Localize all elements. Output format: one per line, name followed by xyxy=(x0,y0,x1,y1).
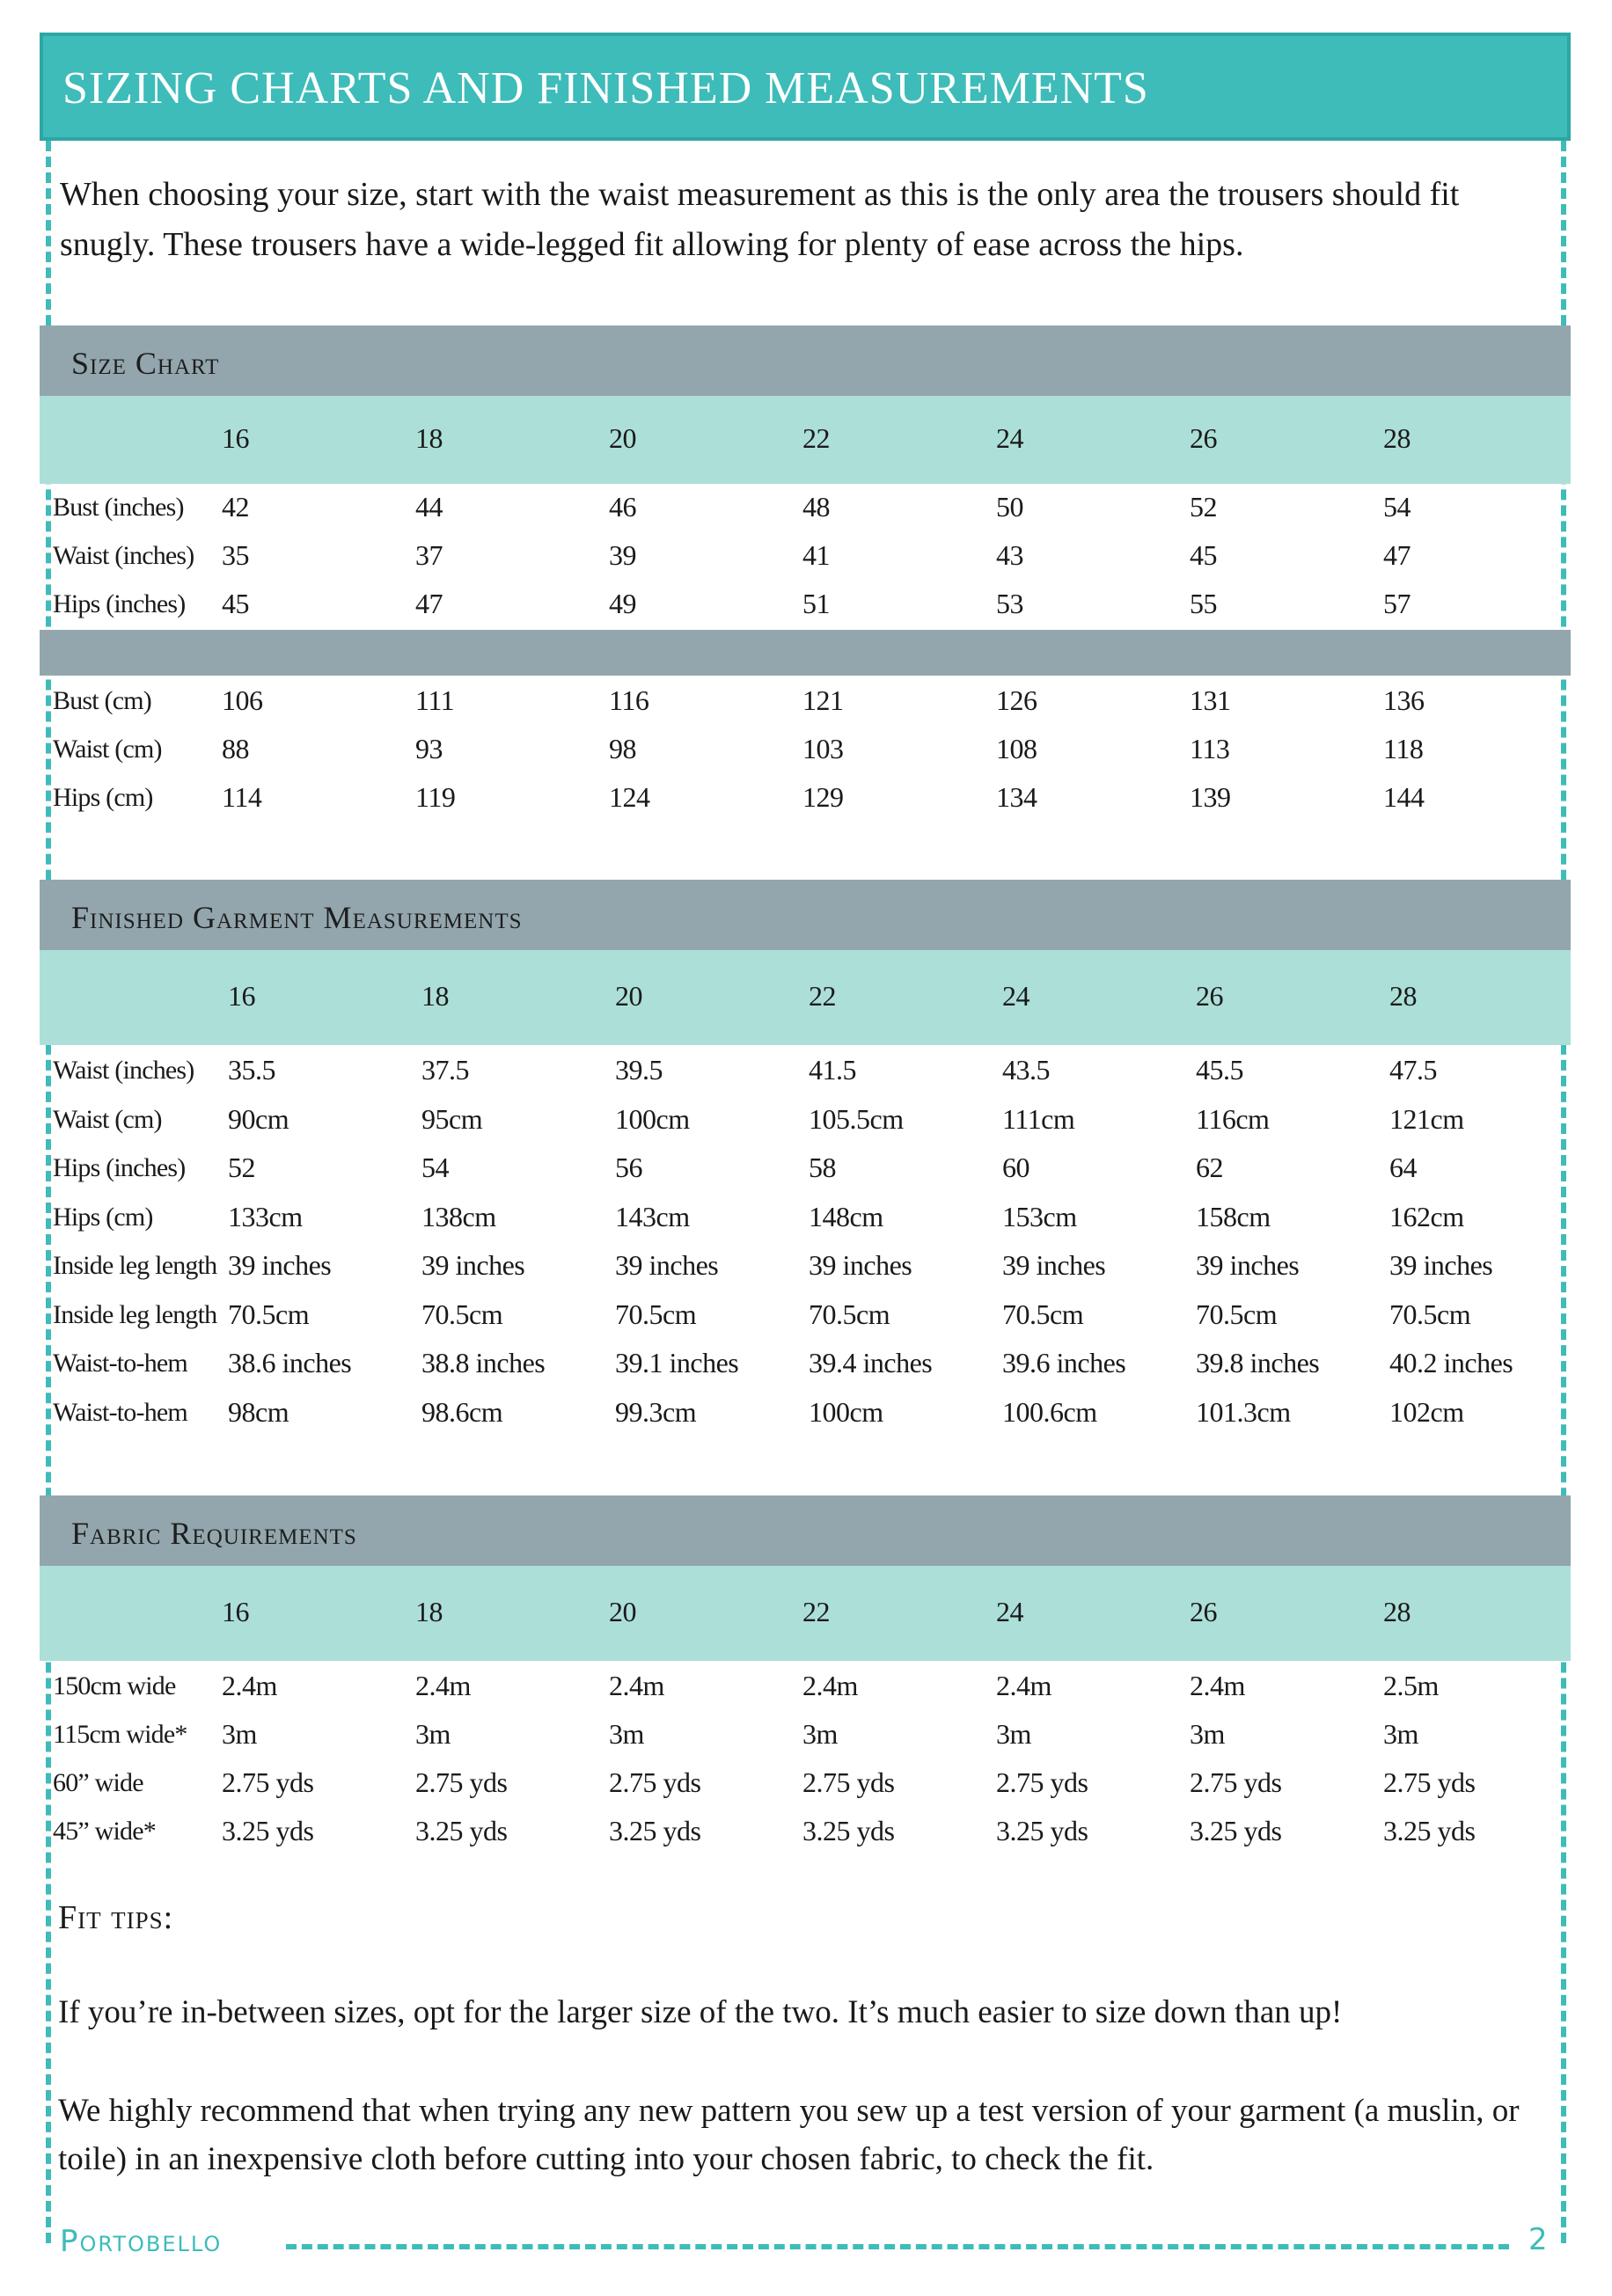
fabric-cell: 2.75 yds xyxy=(609,1766,701,1798)
size-chart-size-header: 20 xyxy=(609,422,636,454)
size-chart-row-label: Waist (inches) xyxy=(53,541,194,570)
finished-cell: 153cm xyxy=(1002,1200,1077,1232)
finished-cell: 111cm xyxy=(1002,1102,1075,1135)
fabric-size-header: 22 xyxy=(802,1596,830,1627)
finished-cell: 39 inches xyxy=(615,1249,719,1281)
finished-cell: 47.5 xyxy=(1389,1054,1437,1086)
size-chart-cell: 45 xyxy=(222,588,249,619)
fabric-cell: 2.75 yds xyxy=(802,1766,895,1798)
size-chart-cell: 39 xyxy=(609,539,636,571)
size-chart-cell: 46 xyxy=(609,491,636,523)
size-chart-cell: 47 xyxy=(415,588,443,619)
size-chart-cell: 55 xyxy=(1190,588,1217,619)
size-chart-cell: 98 xyxy=(609,733,636,764)
fabric-size-header: 26 xyxy=(1190,1596,1217,1627)
fabric-cell: 3.25 yds xyxy=(222,1815,314,1846)
fabric-cell: 3.25 yds xyxy=(802,1815,895,1846)
finished-row-label: Waist (cm) xyxy=(53,1104,162,1134)
finished-cell: 70.5cm xyxy=(809,1298,890,1330)
size-chart-cell: 114 xyxy=(222,781,262,813)
page-title: SIZING CHARTS AND FINISHED MEASUREMENTS xyxy=(62,63,1149,113)
fabric-cell: 2.4m xyxy=(222,1670,277,1701)
finished-cell: 99.3cm xyxy=(615,1395,697,1428)
fabric-cell: 2.75 yds xyxy=(996,1766,1088,1798)
finished-cell: 100cm xyxy=(809,1395,883,1428)
size-chart-row-label: Bust (inches) xyxy=(53,493,184,522)
fabric-size-header: 18 xyxy=(415,1596,443,1627)
size-chart-cell: 45 xyxy=(1190,539,1217,571)
finished-cell: 39 inches xyxy=(1196,1249,1300,1281)
size-chart-cell: 48 xyxy=(802,491,830,523)
finished-cell: 95cm xyxy=(421,1102,483,1135)
size-chart-cell: 47 xyxy=(1383,539,1410,571)
finished-cell: 102cm xyxy=(1389,1395,1464,1428)
frame-bottom-border xyxy=(286,2244,1509,2249)
finished-cell: 39 inches xyxy=(1002,1249,1106,1281)
finished-cell: 143cm xyxy=(615,1200,690,1232)
finished-cell: 43.5 xyxy=(1002,1054,1050,1086)
finished-cell: 39 inches xyxy=(228,1249,332,1281)
size-chart-cell: 53 xyxy=(996,588,1023,619)
finished-sizes-row xyxy=(40,950,1571,1045)
title-banner xyxy=(40,33,1571,141)
size-chart-cell: 42 xyxy=(222,491,249,523)
finished-cell: 58 xyxy=(809,1152,836,1183)
finished-size-header: 16 xyxy=(228,980,255,1012)
finished-cell: 98cm xyxy=(228,1395,289,1428)
finished-cell: 158cm xyxy=(1196,1200,1271,1232)
size-chart-size-header: 16 xyxy=(222,422,249,454)
fabric-cell: 3.25 yds xyxy=(996,1815,1088,1846)
size-chart-cell: 50 xyxy=(996,491,1023,523)
fabric-cell: 3m xyxy=(996,1718,1031,1750)
finished-size-header: 24 xyxy=(1002,980,1029,1012)
size-chart-cell: 129 xyxy=(802,781,844,813)
finished-cell: 45.5 xyxy=(1196,1054,1243,1086)
finished-cell: 38.6 inches xyxy=(228,1347,352,1378)
size-chart-size-header: 26 xyxy=(1190,422,1217,454)
size-chart-size-header: 22 xyxy=(802,422,830,454)
fabric-cell: 3m xyxy=(1383,1718,1418,1750)
size-chart-size-header: 28 xyxy=(1383,422,1410,454)
finished-cell: 70.5cm xyxy=(615,1298,697,1330)
finished-cell: 39 inches xyxy=(421,1249,525,1281)
finished-row-label: Inside leg length xyxy=(53,1251,217,1280)
fabric-cell: 3m xyxy=(415,1718,451,1750)
finished-cell: 39 inches xyxy=(809,1249,912,1281)
fabric-cell: 2.4m xyxy=(802,1670,858,1701)
finished-cell: 56 xyxy=(615,1152,642,1183)
finished-cell: 39.4 inches xyxy=(809,1347,933,1378)
fabric-cell: 3m xyxy=(222,1718,257,1750)
size-chart-cell: 57 xyxy=(1383,588,1410,619)
fabric-size-header: 28 xyxy=(1383,1596,1410,1627)
size-chart-cell: 118 xyxy=(1383,733,1424,764)
size-chart-row-label: Bust (cm) xyxy=(53,686,151,715)
finished-cell: 98.6cm xyxy=(421,1395,503,1428)
fabric-cell: 2.4m xyxy=(415,1670,471,1701)
size-chart-cell: 136 xyxy=(1383,684,1425,716)
finished-row-label: Waist-to-hem xyxy=(53,1397,187,1427)
size-chart-cell: 103 xyxy=(802,733,844,764)
size-chart-cell: 52 xyxy=(1190,491,1217,523)
size-chart-cell: 41 xyxy=(802,539,830,571)
size-chart-cell: 113 xyxy=(1190,733,1230,764)
finished-cell: 148cm xyxy=(809,1200,883,1232)
finished-size-header: 20 xyxy=(615,980,642,1012)
fit-tip-2: We highly recommend that when trying any new pattern you sew up a test version of your garment (a muslin, or toile) in an inexpensive cloth before cutting into your chosen fabric, to check the fit. xyxy=(58,2093,1520,2177)
finished-row-label: Waist-to-hem xyxy=(53,1349,187,1378)
fabric-requirements-header xyxy=(40,1495,1571,1566)
size-chart-cell: 44 xyxy=(415,491,443,523)
fabric-cell: 3.25 yds xyxy=(415,1815,508,1846)
fabric-cell: 2.75 yds xyxy=(1190,1766,1282,1798)
fabric-size-header: 20 xyxy=(609,1596,636,1627)
finished-cell: 70.5cm xyxy=(1196,1298,1278,1330)
size-chart-cell: 126 xyxy=(996,684,1037,716)
fabric-cell: 2.5m xyxy=(1383,1670,1439,1701)
fabric-row-label: 60” wide xyxy=(53,1768,143,1797)
finished-size-header: 26 xyxy=(1196,980,1223,1012)
fabric-cell: 2.75 yds xyxy=(415,1766,508,1798)
fabric-row-label: 115cm wide* xyxy=(53,1720,187,1749)
finished-cell: 90cm xyxy=(228,1102,289,1135)
finished-cell: 70.5cm xyxy=(1002,1298,1084,1330)
brand-name: Portobello xyxy=(60,2224,223,2259)
finished-cell: 54 xyxy=(421,1152,449,1183)
size-chart-row-label: Waist (cm) xyxy=(53,735,162,764)
finished-cell: 105.5cm xyxy=(809,1102,904,1135)
finished-cell: 39 inches xyxy=(1389,1249,1493,1281)
finished-cell: 39.1 inches xyxy=(615,1347,739,1378)
fit-tips-heading: Fit tips: xyxy=(58,1899,174,1936)
size-chart-cell: 119 xyxy=(415,781,456,813)
size-chart-cell: 51 xyxy=(802,588,830,619)
finished-row-label: Waist (inches) xyxy=(53,1056,194,1085)
intro-paragraph: When choosing your size, start with the waist measurement as this is the only area the trousers should fit snugly. These trousers have a wide-legged fit allowing for plenty of ease across the hips. xyxy=(60,176,1460,263)
finished-cell: 100.6cm xyxy=(1002,1395,1097,1428)
size-chart-size-header: 18 xyxy=(415,422,443,454)
size-chart-cell: 111 xyxy=(415,684,455,716)
size-chart-cell: 93 xyxy=(415,733,443,764)
size-chart-row-label: Hips (inches) xyxy=(53,589,186,618)
fabric-cell: 3m xyxy=(609,1718,644,1750)
finished-cell: 162cm xyxy=(1389,1200,1464,1232)
size-chart-cell: 43 xyxy=(996,539,1023,571)
fabric-row-label: 45” wide* xyxy=(53,1817,156,1846)
fabric-cell: 3.25 yds xyxy=(609,1815,701,1846)
fabric-cell: 2.75 yds xyxy=(1383,1766,1476,1798)
finished-cell: 39.8 inches xyxy=(1196,1347,1320,1378)
finished-cell: 41.5 xyxy=(809,1054,856,1086)
size-chart-cell: 121 xyxy=(802,684,844,716)
finished-cell: 121cm xyxy=(1389,1102,1464,1135)
finished-cell: 39.6 inches xyxy=(1002,1347,1126,1378)
finished-cell: 70.5cm xyxy=(228,1298,310,1330)
page-number: 2 xyxy=(1528,2222,1548,2257)
finished-cell: 38.8 inches xyxy=(421,1347,546,1378)
fabric-size-header: 24 xyxy=(996,1596,1023,1627)
finished-row-label: Hips (cm) xyxy=(53,1202,153,1232)
size-chart-cell: 35 xyxy=(222,539,249,571)
size-chart-cell: 134 xyxy=(996,781,1037,813)
fabric-cell: 2.4m xyxy=(1190,1670,1245,1701)
finished-cell: 62 xyxy=(1196,1152,1223,1183)
size-chart-cell: 49 xyxy=(609,588,636,619)
size-chart-cell: 144 xyxy=(1383,781,1425,813)
finished-cell: 70.5cm xyxy=(1389,1298,1471,1330)
finished-size-header: 28 xyxy=(1389,980,1417,1012)
size-chart-cell: 54 xyxy=(1383,491,1410,523)
finished-measurements-header xyxy=(40,880,1571,950)
size-chart-cell: 37 xyxy=(415,539,443,571)
size-chart-heading: Size Chart xyxy=(71,346,220,381)
finished-size-header: 18 xyxy=(421,980,449,1012)
size-chart-cell: 116 xyxy=(609,684,649,716)
fabric-cell: 2.75 yds xyxy=(222,1766,314,1798)
finished-cell: 40.2 inches xyxy=(1389,1347,1513,1378)
size-chart-row-label: Hips (cm) xyxy=(53,783,153,812)
size-chart-header xyxy=(40,325,1571,396)
fabric-cell: 2.4m xyxy=(996,1670,1051,1701)
fabric-cell: 3m xyxy=(802,1718,838,1750)
fabric-requirements-heading: Fabric Requirements xyxy=(71,1516,357,1551)
finished-cell: 138cm xyxy=(421,1200,496,1232)
finished-measurements-heading: Finished Garment Measurements xyxy=(71,900,523,935)
fabric-row-label: 150cm wide xyxy=(53,1671,176,1700)
finished-cell: 101.3cm xyxy=(1196,1395,1291,1428)
size-chart-cell: 131 xyxy=(1190,684,1231,716)
fabric-cell: 3.25 yds xyxy=(1383,1815,1476,1846)
finished-row-label: Hips (inches) xyxy=(53,1153,186,1182)
size-chart-cell: 88 xyxy=(222,733,249,764)
finished-size-header: 22 xyxy=(809,980,836,1012)
finished-cell: 116cm xyxy=(1196,1102,1270,1135)
finished-cell: 100cm xyxy=(615,1102,690,1135)
finished-cell: 52 xyxy=(228,1152,255,1183)
finished-row-label: Inside leg length xyxy=(53,1299,217,1329)
fabric-size-header: 16 xyxy=(222,1596,249,1627)
finished-cell: 35.5 xyxy=(228,1054,275,1086)
finished-cell: 39.5 xyxy=(615,1054,663,1086)
size-chart-divider xyxy=(40,630,1571,676)
size-chart-cell: 108 xyxy=(996,733,1037,764)
finished-cell: 60 xyxy=(1002,1152,1029,1183)
finished-cell: 133cm xyxy=(228,1200,303,1232)
fabric-cell: 3m xyxy=(1190,1718,1225,1750)
fit-tip-1: If you’re in-between sizes, opt for the larger size of the two. It’s much easier to size down than up! xyxy=(58,1994,1343,2030)
fabric-cell: 3.25 yds xyxy=(1190,1815,1282,1846)
size-chart-cell: 139 xyxy=(1190,781,1231,813)
finished-cell: 37.5 xyxy=(421,1054,469,1086)
fabric-cell: 2.4m xyxy=(609,1670,664,1701)
size-chart-cell: 124 xyxy=(609,781,650,813)
finished-cell: 64 xyxy=(1389,1152,1417,1183)
size-chart-size-header: 24 xyxy=(996,422,1023,454)
finished-cell: 70.5cm xyxy=(421,1298,503,1330)
size-chart-cell: 106 xyxy=(222,684,263,716)
